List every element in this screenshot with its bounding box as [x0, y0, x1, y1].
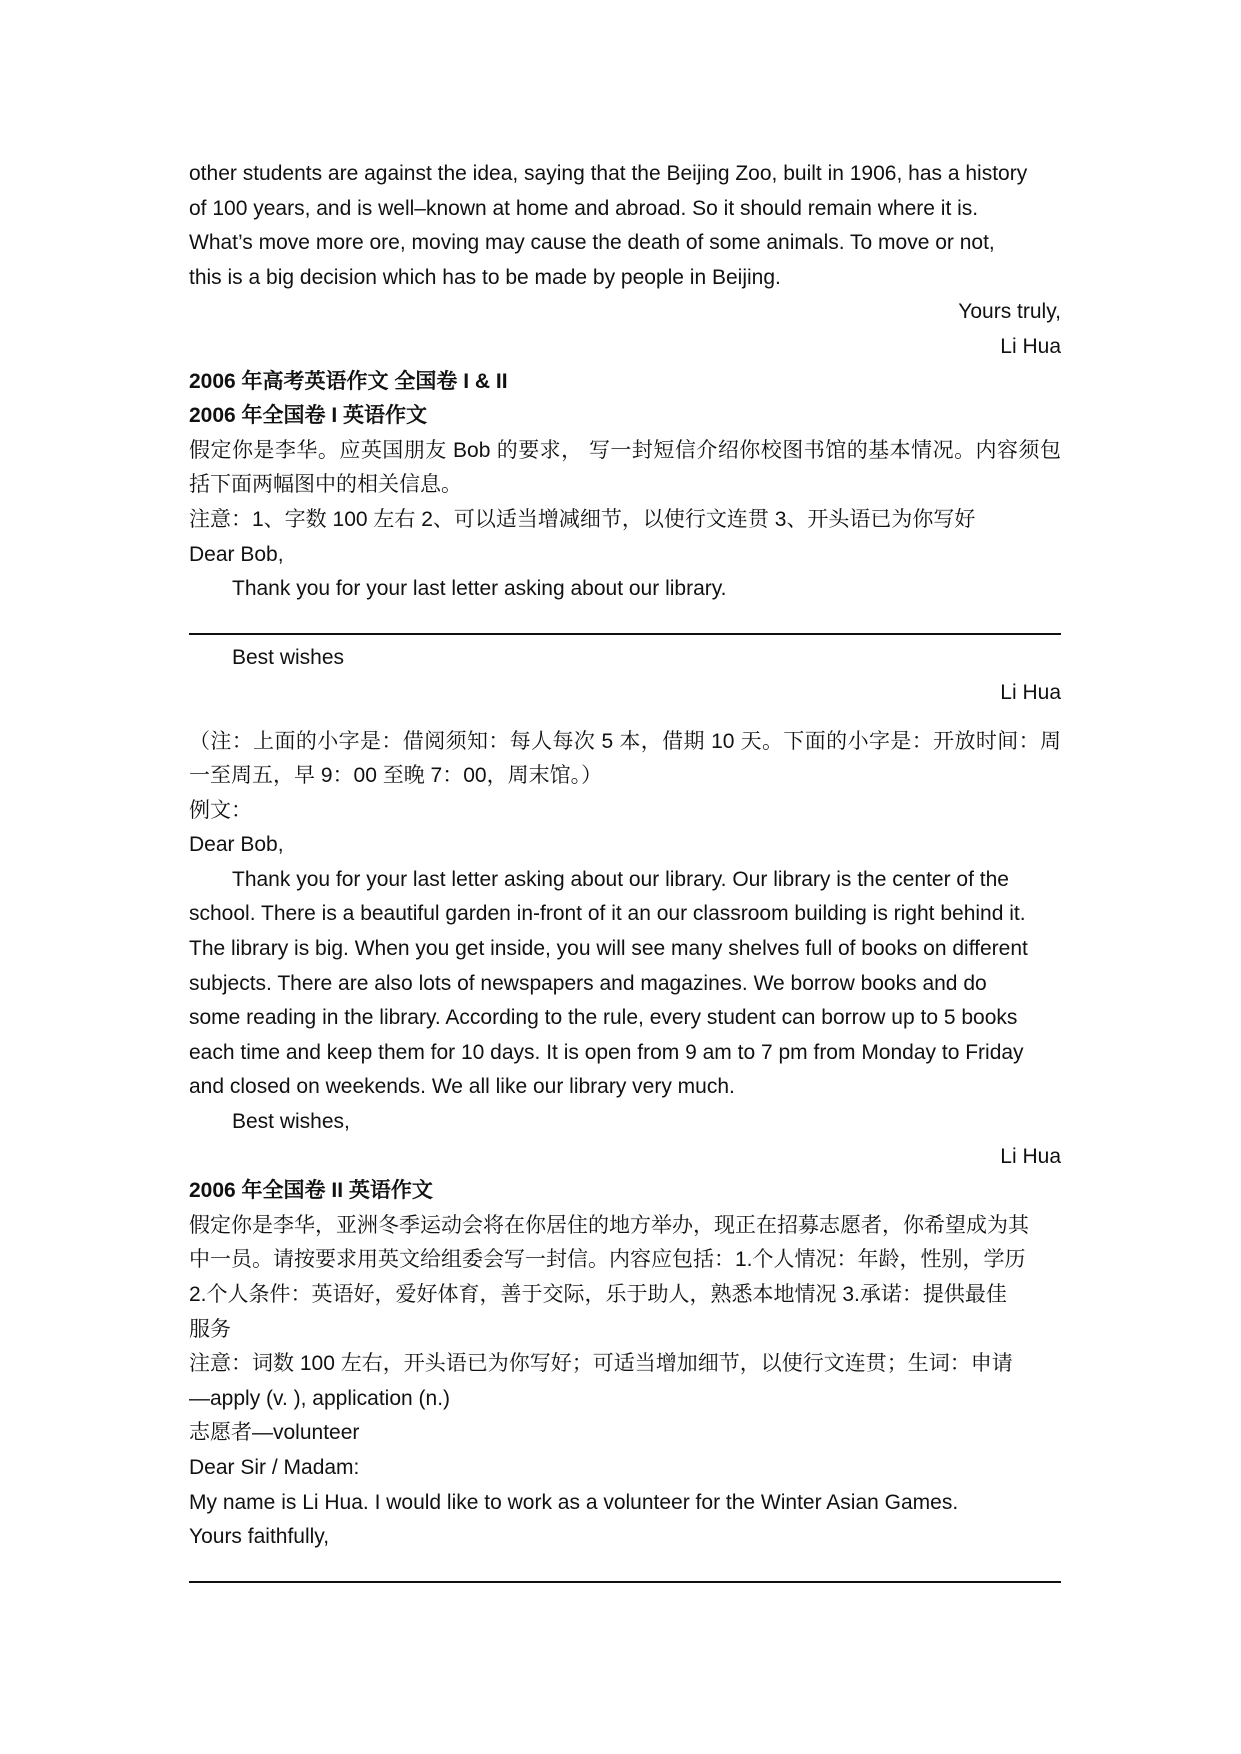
letter-signature: Li Hua: [1000, 334, 1061, 358]
paper2-prompt: [189, 1209, 1061, 1347]
paper1-annotation: （注：上面的小字是：借阅须知：每人每次 5 本，借期 10 天。下面的小字是：开放时间：周一至周五，早 9：00 至晚 7：00，周末馆。）: [189, 729, 1061, 788]
text-line: subjects. There are also lots of newspapers and magazines. We borrow books and do: [189, 971, 987, 995]
text-line: of 100 years, and is well–known at home and abroad. So it should remain where it is.: [189, 196, 979, 220]
paper1-notes: 注意：1、字数 100 左右 2、可以适当增减细节，以使行文连贯 3、开头语已为你写好: [189, 507, 976, 531]
text-line: 假定你是李华，亚洲冬季运动会将在你居住的地方举办，现正在招募志愿者，你希望成为其: [189, 1213, 1029, 1237]
spacer: [189, 711, 1061, 725]
answer-blank-line: [189, 1555, 1061, 1590]
text-line: 中一员。请按要求用英文给组委会写一封信。内容应包括：1.个人情况：年龄，性别，学历: [189, 1248, 1026, 1272]
text-line: 服务: [189, 1317, 231, 1341]
paper2-closing: Yours faithfully,: [189, 1525, 330, 1549]
text-line: each time and keep them for 10 days. It is open from 9 am to 7 pm from Monday to Friday: [189, 1040, 1024, 1064]
paper1-title: 2006 年全国卷 I 英语作文: [189, 404, 428, 428]
sample-signature: Li Hua: [1000, 1144, 1061, 1168]
paper1-prompt: 假定你是李华。应英国朋友 Bob 的要求， 写一封短信介绍你校图书馆的基本情况。内容须包括下面两幅图中的相关信息。: [189, 438, 1061, 497]
text-line: —apply (v. ), application (n.): [189, 1386, 451, 1410]
text-line: Thank you for your last letter asking about our library. Our library is the center of the: [232, 867, 1009, 891]
text-line: 注意：词数 100 左右，开头语已为你写好；可适当增加细节，以使行文连贯；生词：申请: [189, 1352, 1013, 1376]
text-line: this is a big decision which has to be made by people in Beijing.: [189, 265, 781, 289]
paper2-title: 2006 年全国卷 II 英语作文: [189, 1179, 433, 1203]
text-line: 志愿者—volunteer: [189, 1421, 360, 1445]
text-line: other students are against the idea, saying that the Beijing Zoo, built in 1906, has a history: [189, 162, 1028, 185]
text-line: some reading in the library. According to the rule, every student can borrow up to 5 books: [189, 1006, 1018, 1030]
letter-closing: Yours truly,: [958, 300, 1061, 324]
intro-paragraph: [189, 157, 1061, 295]
text-line: What’s move more ore, moving may cause the death of some animals. To move or not,: [189, 231, 995, 255]
answer-blank-line: [189, 607, 1061, 642]
sample-label: 例文：: [189, 798, 252, 822]
sample-salutation: Dear Bob,: [189, 833, 284, 857]
paper2-salutation: Dear Sir / Madam:: [189, 1455, 360, 1479]
paper2-opening: My name is Li Hua. I would like to work as a volunteer for the Winter Asian Games.: [189, 1490, 959, 1514]
paper2-notes: [189, 1347, 1061, 1451]
text-line: 2.个人条件：英语好，爱好体育，善于交际，乐于助人，熟悉本地情况 3.承诺：提供最佳: [189, 1283, 1007, 1306]
text-line: and closed on weekends. We all like our library very much.: [189, 1075, 735, 1099]
section-title: 2006 年高考英语作文 全国卷 I & II: [189, 369, 508, 393]
paper1-signature: Li Hua: [1000, 680, 1061, 704]
text-line: school. There is a beautiful garden in-front of it an our classroom building is right behind it.: [189, 902, 1026, 926]
text-line: The library is big. When you get inside, you will see many shelves full of books on different: [189, 937, 1028, 961]
document-page: [189, 157, 1061, 1589]
paper1-salutation: Dear Bob,: [189, 542, 284, 566]
sample-body: [189, 863, 1061, 1105]
paper1-opening: Thank you for your last letter asking about our library.: [232, 577, 727, 601]
paper1-closing: Best wishes: [232, 646, 345, 670]
sample-closing: Best wishes,: [232, 1110, 350, 1134]
